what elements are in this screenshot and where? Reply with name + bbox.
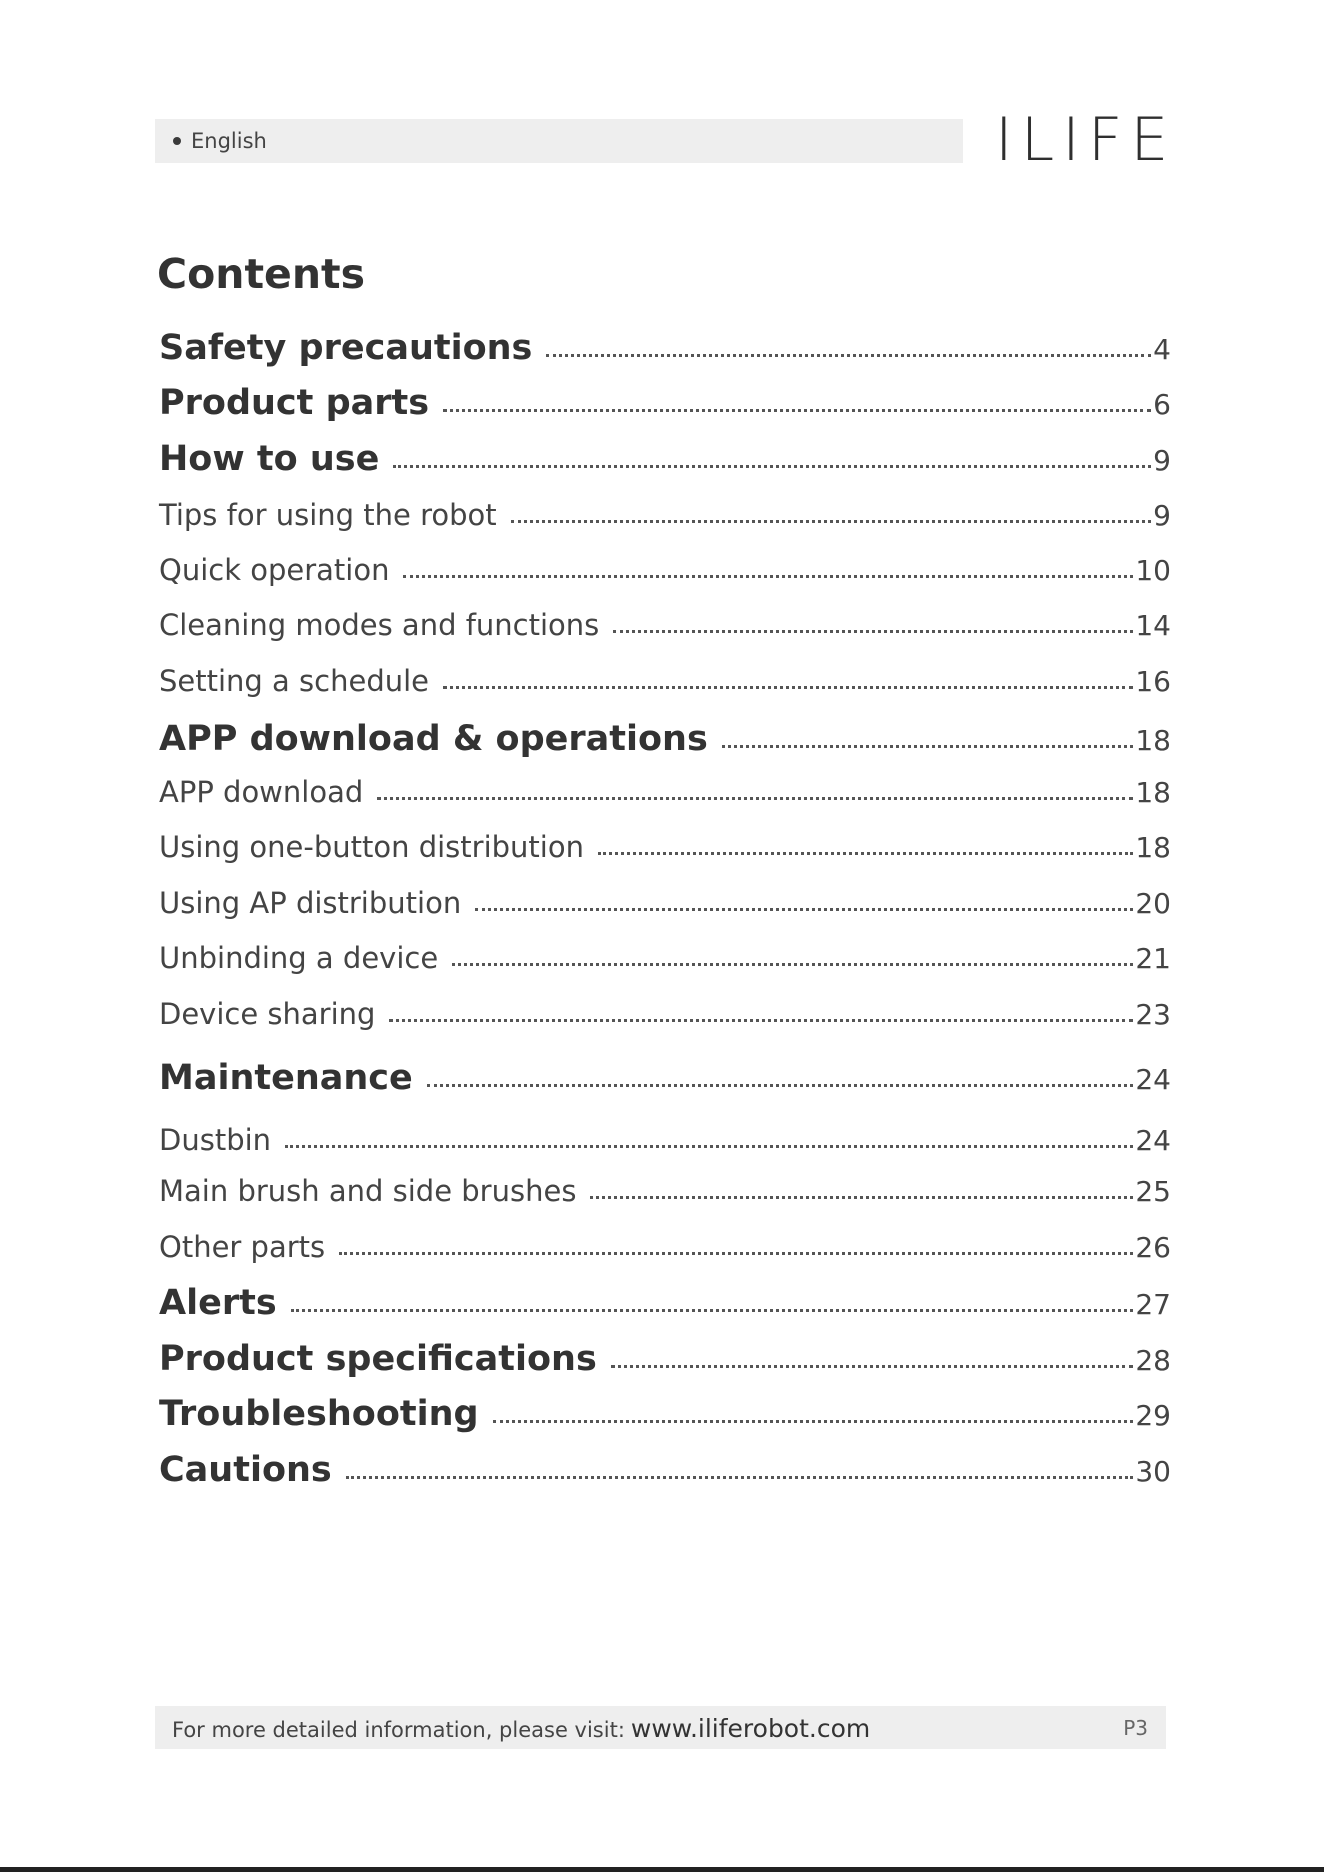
toc-entry[interactable] <box>159 383 1171 423</box>
toc-entry-page: 30 <box>1135 1455 1171 1488</box>
dot-leader <box>389 1019 1133 1022</box>
toc-entry[interactable] <box>159 608 1171 642</box>
toc-entry-label: APP download <box>159 775 364 809</box>
dot-leader <box>403 575 1133 578</box>
toc-entry-page: 6 <box>1153 388 1171 421</box>
toc-entry-page: 9 <box>1153 499 1171 532</box>
toc-entry[interactable] <box>159 553 1171 587</box>
toc-entry[interactable] <box>159 439 1171 479</box>
toc-entry-label: Maintenance <box>159 1058 413 1098</box>
toc-entry-label: Cleaning modes and functions <box>159 608 600 642</box>
toc-entry-label: Cautions <box>159 1450 332 1490</box>
toc-entry-page: 23 <box>1135 998 1171 1031</box>
page-title: Contents <box>157 250 366 298</box>
toc-entry-page: 18 <box>1135 724 1171 757</box>
dot-leader <box>546 354 1151 357</box>
toc-entry-label: Setting a schedule <box>159 664 430 698</box>
dot-leader <box>339 1252 1133 1255</box>
toc-entry-label: Tips for using the robot <box>159 498 497 532</box>
language-bar <box>155 119 963 163</box>
dot-leader <box>443 686 1133 689</box>
dot-leader <box>377 797 1133 800</box>
toc-entry[interactable] <box>159 886 1171 920</box>
toc-entry[interactable] <box>159 941 1171 975</box>
dot-leader <box>590 1196 1133 1199</box>
toc-entry-page: 9 <box>1153 444 1171 477</box>
toc-entry[interactable] <box>159 664 1171 698</box>
dot-leader <box>285 1145 1133 1148</box>
dot-leader <box>475 908 1133 911</box>
toc-entry-page: 4 <box>1153 333 1171 366</box>
dot-leader <box>443 409 1151 412</box>
toc-entry-label: Unbinding a device <box>159 941 439 975</box>
dot-leader <box>613 630 1133 633</box>
dot-leader <box>722 745 1134 748</box>
toc-entry[interactable] <box>159 1123 1171 1157</box>
dot-leader <box>393 465 1151 468</box>
toc-entry[interactable] <box>159 1174 1171 1208</box>
bullet-icon <box>173 137 181 145</box>
toc-entry-label: APP download & operations <box>159 719 708 759</box>
toc-entry[interactable] <box>159 830 1171 864</box>
dot-leader <box>611 1365 1134 1368</box>
toc-entry-page: 20 <box>1135 887 1171 920</box>
toc-entry-label: Product parts <box>159 383 430 423</box>
toc-entry-label: Troubleshooting <box>159 1394 479 1434</box>
toc-entry-label: Product specifications <box>159 1339 597 1379</box>
toc-entry-page: 26 <box>1135 1231 1171 1264</box>
toc-entry-label: Main brush and side brushes <box>159 1174 577 1208</box>
toc-entry-page: 24 <box>1135 1124 1171 1157</box>
toc-entry[interactable] <box>159 1450 1171 1490</box>
toc-entry-page: 18 <box>1135 831 1171 864</box>
toc-entry-page: 25 <box>1135 1175 1171 1208</box>
toc-entry-label: Other parts <box>159 1230 326 1264</box>
dot-leader <box>427 1084 1134 1087</box>
page-edge-divider <box>0 1867 1324 1872</box>
toc-entry-page: 14 <box>1135 609 1171 642</box>
toc-entry-page: 21 <box>1135 942 1171 975</box>
toc-entry[interactable] <box>159 1339 1171 1379</box>
toc-entry-label: Dustbin <box>159 1123 272 1157</box>
toc-entry[interactable] <box>159 997 1171 1031</box>
toc-entry-label: Using one-button distribution <box>159 830 584 864</box>
ilife-logo: ILIFE <box>995 105 1177 175</box>
toc-entry[interactable] <box>159 1058 1171 1098</box>
toc-entry[interactable] <box>159 775 1171 809</box>
toc-entry[interactable] <box>159 498 1171 532</box>
website-link[interactable]: www.iliferobot.com <box>630 1714 871 1743</box>
language-label: English <box>191 129 267 153</box>
toc-entry[interactable] <box>159 719 1171 759</box>
toc-entry[interactable] <box>159 1230 1171 1264</box>
footer-text <box>172 1714 870 1743</box>
dot-leader <box>346 1476 1134 1479</box>
toc-entry-label: Safety precautions <box>159 328 533 368</box>
dot-leader <box>452 963 1133 966</box>
dot-leader <box>291 1309 1134 1312</box>
page-number: P3 <box>1123 1716 1148 1740</box>
toc-entry-page: 29 <box>1135 1399 1171 1432</box>
dot-leader <box>511 520 1152 523</box>
toc-entry-label: Device sharing <box>159 997 376 1031</box>
footer-info-text: For more detailed information, please visit: <box>172 1718 625 1742</box>
toc-entry[interactable] <box>159 1394 1171 1434</box>
toc-entry[interactable] <box>159 1283 1171 1323</box>
dot-leader <box>598 852 1133 855</box>
toc-entry-page: 28 <box>1135 1344 1171 1377</box>
toc-entry-page: 10 <box>1135 554 1171 587</box>
toc-entry-label: How to use <box>159 439 380 479</box>
toc-entry-label: Quick operation <box>159 553 390 587</box>
toc-entry-page: 27 <box>1135 1288 1171 1321</box>
footer-bar <box>155 1706 1166 1749</box>
toc-entry-page: 16 <box>1135 665 1171 698</box>
dot-leader <box>493 1420 1134 1423</box>
toc-entry-page: 18 <box>1135 776 1171 809</box>
toc-entry-label: Alerts <box>159 1283 277 1323</box>
toc-entry-label: Using AP distribution <box>159 886 462 920</box>
toc-entry[interactable] <box>159 328 1171 368</box>
toc-entry-page: 24 <box>1135 1063 1171 1096</box>
